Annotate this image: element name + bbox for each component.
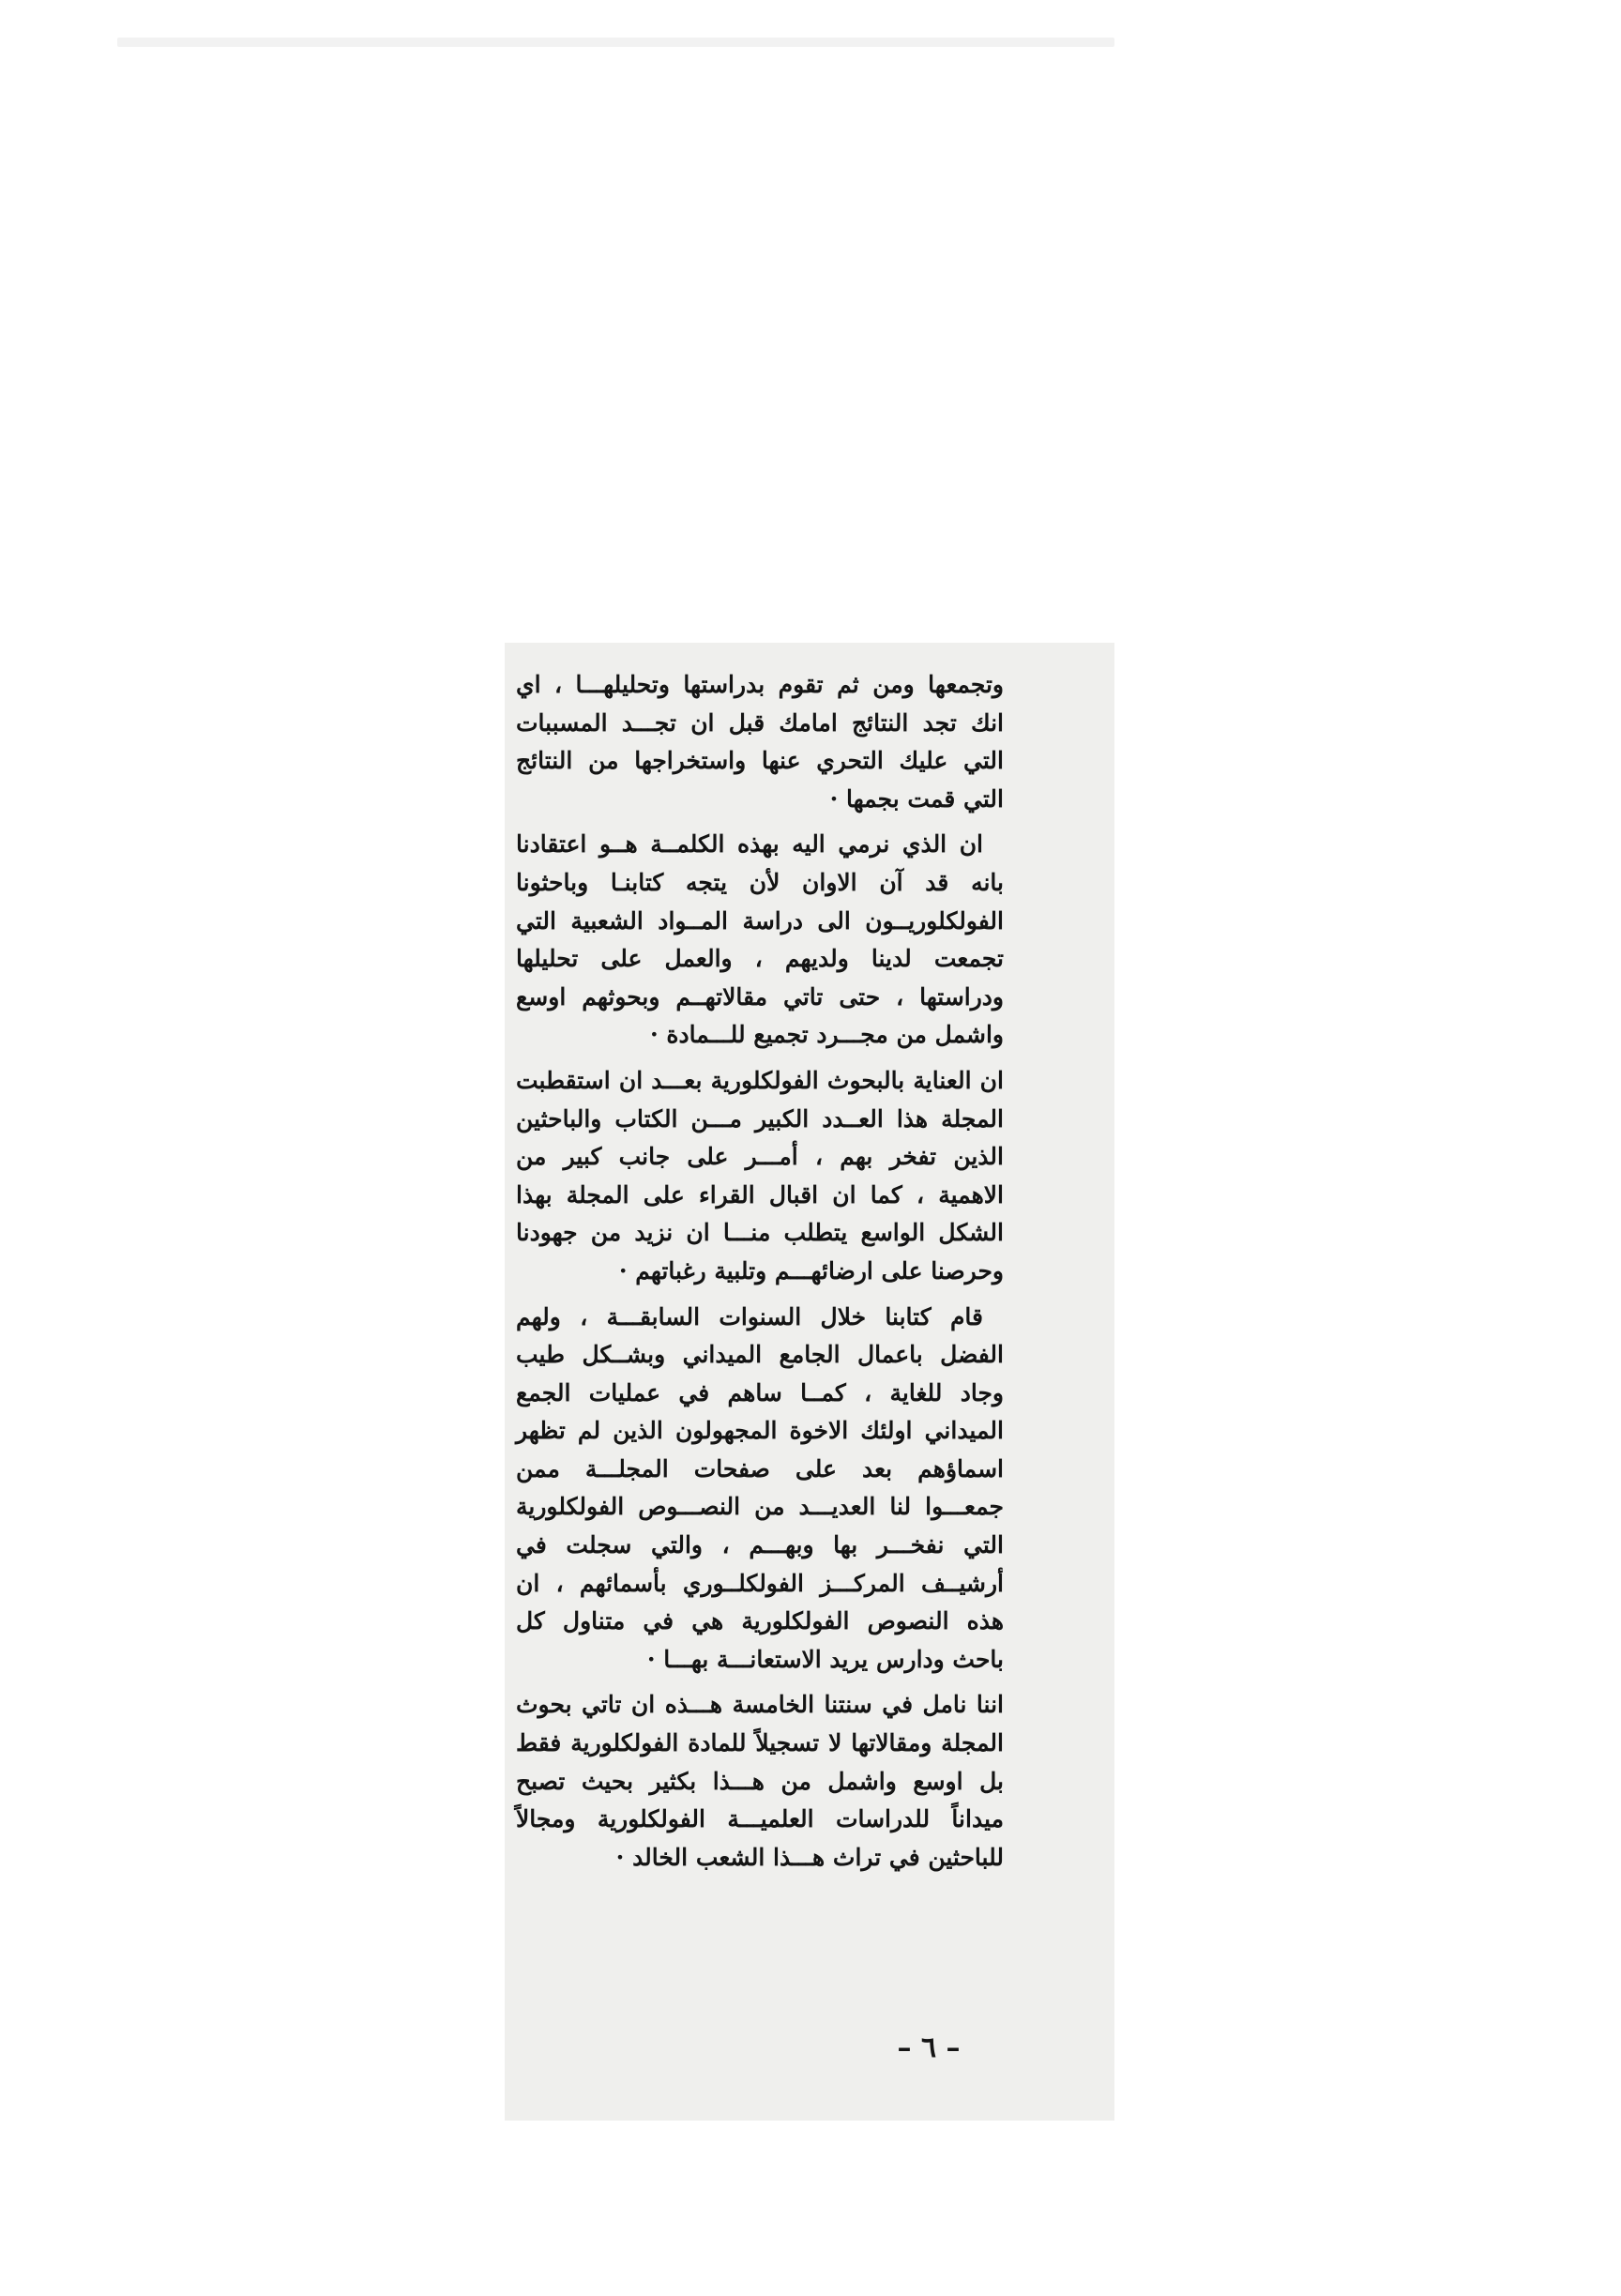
paragraph-2: ان الذي نرمي اليه بهذه الكلمــة هــو اعتقادنا بانه قد آن الاوان لأن يتجه كتابنـا وباحثونا الفولكلوريــون الى دراسة المــواد الشعبية التي تجمعت لدينا ولديهم ، والعمل على تحليلها ودراستها ، حتى تاتي مقالاتهــم وبحوثهم اوسع واشمل من مجـــرد تجميع للـــمادة · — [516, 830, 1004, 1049]
page-number: – ٦ – — [897, 2031, 961, 2064]
paragraph-4: قام كتابنا خلال السنوات السابقـــة ، ولهم الفضل باعمال الجامع الميداني وبشــكل طيب وجاد للغاية ، كمــا ساهم في عمليات الجمع الميداني اولئك الاخوة المجهولون الذين لم تظهر اسماؤهم بعد على صفحات المجلـــة ممن جمعـــوا لنا العديـــد من النصـــوص الفولكلورية التي نفخـــر بها وبهـــم ، والتي سجلت في أرشيــف المركـــز الفولكلــوري بأسمائهم ، ان هذه النصوص الفولكلورية هي في متناول كل باحث ودارس يريد الاستعانـــة بهـــا · — [516, 1302, 1004, 1673]
top-rule — [117, 38, 1114, 47]
paragraph-3: ان العناية بالبحوث الفولكلورية بعـــد ان استقطبت المجلة هذا العــدد الكبير مـــن الكتاب والباحثين الذين تفخر بهم ، أمـــر على جانب كبير من الاهمية ، كما ان اقبال القراء على المجلة بهذا الشكل الواسع يتطلب منـــا ان نزيد من جهودنا وحرصنا على ارضائهـــم وتلبية رغباتهم · — [516, 1066, 1004, 1285]
paragraph-5: اننا نامل في سنتنا الخامسة هـــذه ان تاتي بحوث المجلة ومقالاتها لا تسجيلاً للمادة الفولكلورية فقط بل اوسع واشمل من هـــذا بكثير بحيث تصبح ميداناً للدراسات العلميـــة الفولكلورية ومجالاً للباحثين في تراث هـــذا الشعب الخالد · — [516, 1691, 1004, 1871]
article-body — [516, 666, 1004, 1884]
paragraph-1: وتجمعها ومن ثم تقوم بدراستها وتحليلهـــا ، اي انك تجد النتائج امامك قبل ان تجـــد المسببات التي عليك التحري عنها واستخراجها من النتائج التي قمت بجمها · — [516, 671, 1004, 813]
